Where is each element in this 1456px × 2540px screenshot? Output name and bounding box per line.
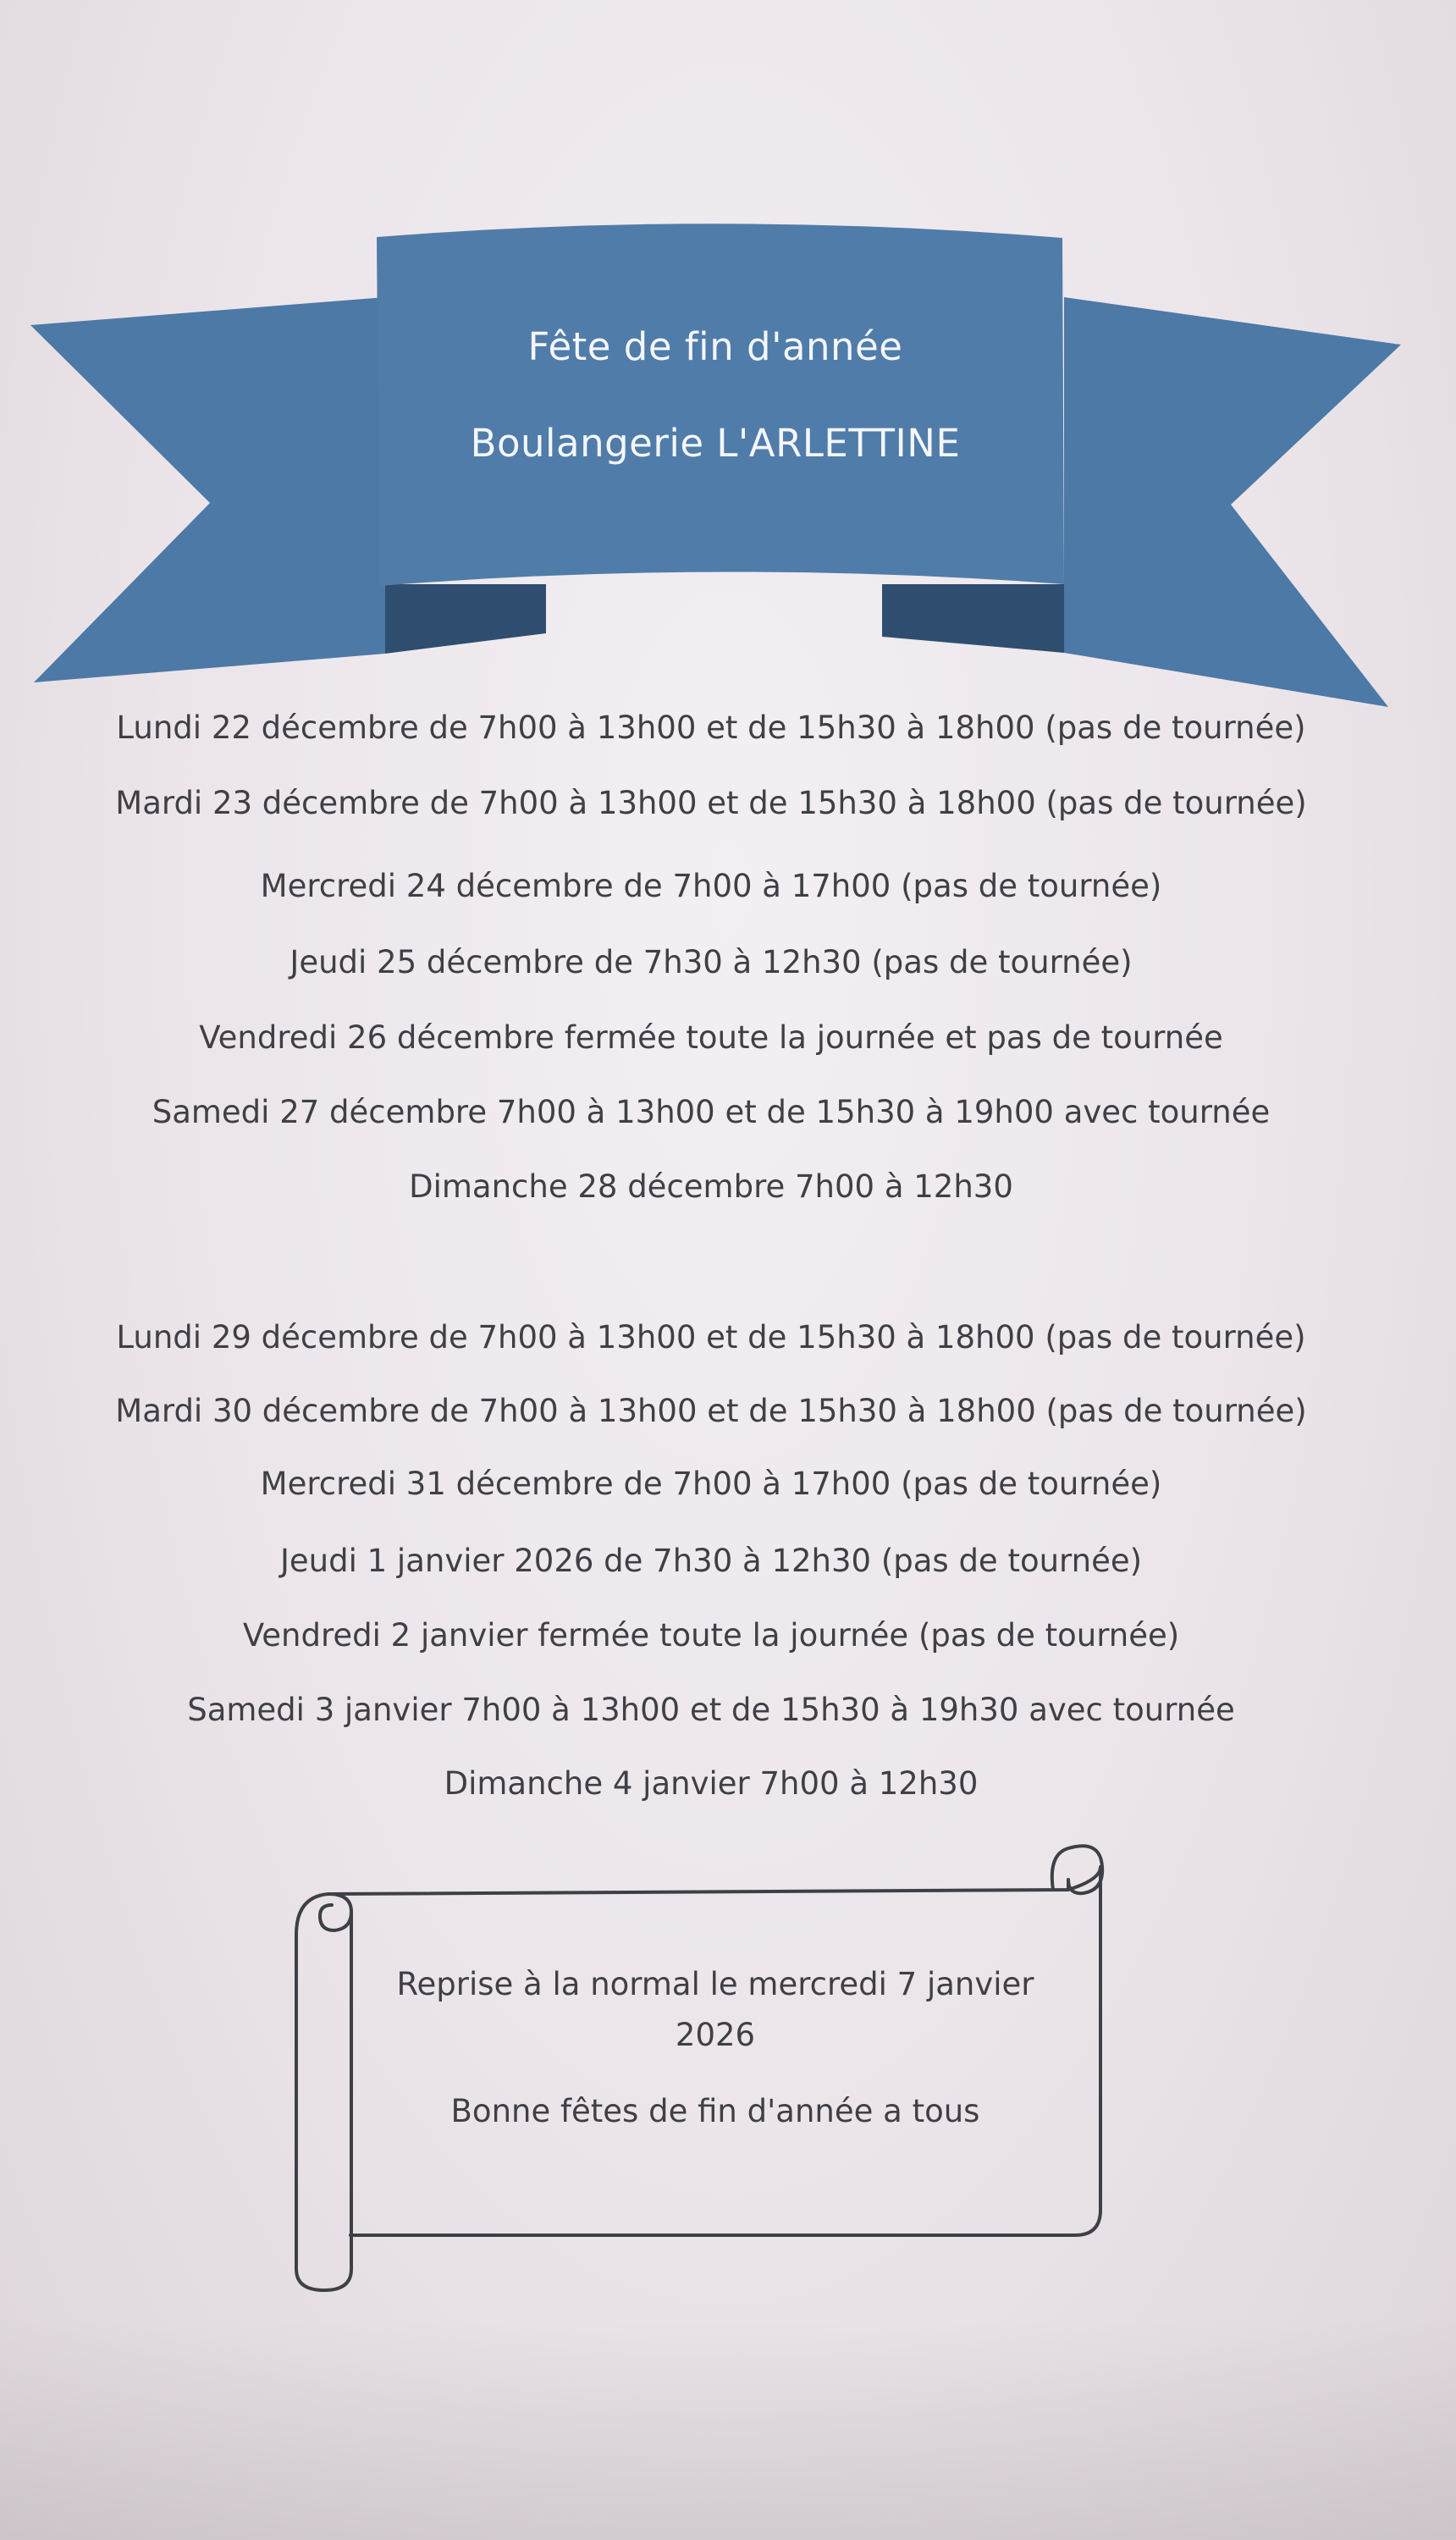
ribbon-right-fold	[882, 584, 1064, 653]
schedule-item: Lundi 22 décembre de 7h00 à 13h00 et de 15h30 à 18h00 (pas de tournée)	[116, 710, 1306, 746]
schedule-item: Dimanche 28 décembre 7h00 à 12h30	[409, 1168, 1013, 1205]
schedule-item: Vendredi 2 janvier fermée toute la journée (pas de tournée)	[242, 1617, 1180, 1654]
schedule-item: Mardi 23 décembre de 7h00 à 13h00 et de 15h30 à 18h00 (pas de tournée)	[115, 785, 1307, 821]
ribbon-center	[377, 224, 1064, 586]
banner-subtitle: Boulangerie L'ARLETTINE	[470, 421, 961, 466]
scroll-greeting-text: Bonne fêtes de fin d'année a tous	[450, 2093, 980, 2129]
scroll-reprise-text: Reprise à la normal le mercredi 7 janvier	[396, 1966, 1034, 2002]
banner-title: Fête de fin d'année	[527, 324, 903, 369]
schedule-item: Mercredi 24 décembre de 7h00 à 17h00 (pas de tournée)	[260, 868, 1162, 904]
schedule-item: Mercredi 31 décembre de 7h00 à 17h00 (pas de tournée)	[260, 1466, 1162, 1502]
schedule-item: Mardi 30 décembre de 7h00 à 13h00 et de 15h30 à 18h00 (pas de tournée)	[115, 1393, 1307, 1429]
schedule-item: Dimanche 4 janvier 7h00 à 12h30	[444, 1765, 979, 1802]
schedule-item: Samedi 27 décembre 7h00 à 13h00 et de 15h30 à 19h00 avec tournée	[152, 1094, 1271, 1130]
ribbon-right-tail	[1064, 297, 1401, 707]
schedule-item: Jeudi 25 décembre de 7h30 à 12h30 (pas de tournée)	[290, 944, 1133, 980]
scroll-year-text: 2026	[675, 2017, 756, 2053]
schedule-item: Lundi 29 décembre de 7h00 à 13h00 et de 15h30 à 18h00 (pas de tournée)	[116, 1319, 1306, 1356]
ribbon-left-fold	[385, 584, 546, 654]
bottom-shadow	[0, 2320, 1456, 2540]
schedule-item: Vendredi 26 décembre fermée toute la journée et pas de tournée	[199, 1019, 1223, 1056]
schedule-item: Samedi 3 janvier 7h00 à 13h00 et de 15h30 à 19h30 avec tournée	[187, 1692, 1235, 1728]
ribbon-left-tail	[30, 297, 385, 682]
schedule-item: Jeudi 1 janvier 2026 de 7h30 à 12h30 (pas de tournée)	[279, 1543, 1143, 1579]
